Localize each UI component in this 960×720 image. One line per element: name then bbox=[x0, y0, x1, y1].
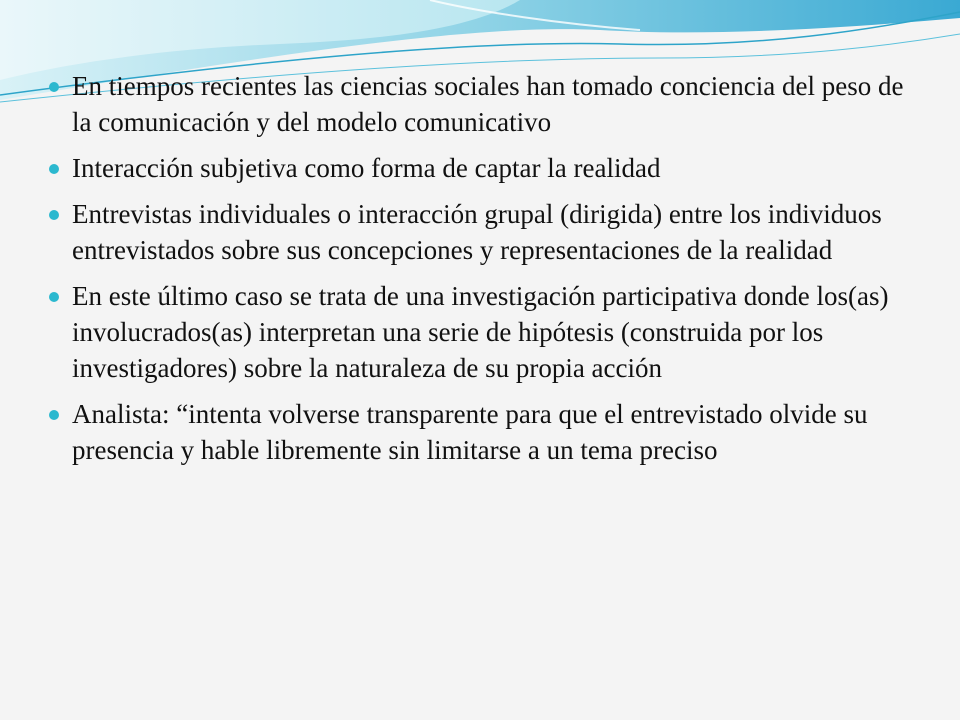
bullet-item bbox=[48, 150, 908, 186]
bullet-icon bbox=[49, 292, 59, 302]
bullet-icon bbox=[49, 164, 59, 174]
bullet-text: Entrevistas individuales o interacción grupal (dirigida) entre los individuos entrevistados sobre sus concepciones y representaciones de la realidad bbox=[72, 199, 882, 265]
bullet-item bbox=[48, 396, 908, 468]
bullet-item bbox=[48, 278, 908, 386]
bullet-icon bbox=[49, 210, 59, 220]
bullet-text: En este último caso se trata de una investigación participativa donde los(as) involucrados(as) interpretan una serie de hipótesis (construida por los investigadores) sobre la naturaleza de su propia acción bbox=[72, 281, 889, 383]
bullet-text: Interacción subjetiva como forma de captar la realidad bbox=[72, 153, 661, 183]
bullet-icon bbox=[49, 410, 59, 420]
bullet-item bbox=[48, 196, 908, 268]
bullet-item bbox=[48, 68, 908, 140]
bullet-icon bbox=[49, 82, 59, 92]
bullet-list bbox=[48, 68, 908, 468]
bullet-text: En tiempos recientes las ciencias sociales han tomado conciencia del peso de la comunicación y del modelo comunicativo bbox=[72, 71, 904, 137]
bullet-text: Analista: “intenta volverse transparente para que el entrevistado olvide su presencia y hable libremente sin limitarse a un tema preciso bbox=[72, 399, 868, 465]
slide-content bbox=[48, 68, 908, 478]
